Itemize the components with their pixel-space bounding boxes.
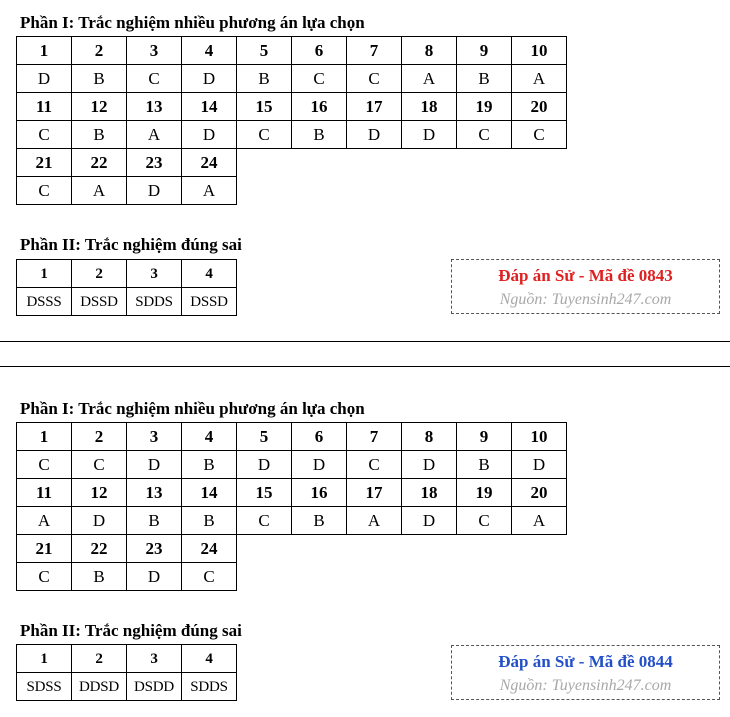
question-number-cell: 20 xyxy=(512,93,567,121)
question-number-cell: 14 xyxy=(182,93,237,121)
answer-cell: C xyxy=(292,65,347,93)
question-number-cell: 17 xyxy=(347,479,402,507)
answer-cell: D xyxy=(17,65,72,93)
answer-row xyxy=(17,288,237,316)
answer-cell: A xyxy=(72,177,127,205)
question-number-cell: 18 xyxy=(402,93,457,121)
question-number-cell: 24 xyxy=(182,149,237,177)
question-number-cell: 2 xyxy=(72,37,127,65)
answer-cell: A xyxy=(402,65,457,93)
question-number-cell: 15 xyxy=(237,479,292,507)
question-number-cell: 5 xyxy=(237,37,292,65)
part1-answer-table xyxy=(16,422,567,591)
question-number-row xyxy=(17,645,237,673)
badge-source: Nguồn: Tuyensinh247.com xyxy=(499,677,672,694)
part1-answer-table xyxy=(16,36,567,205)
part2-answer-table xyxy=(16,259,237,316)
answer-cell: D xyxy=(512,451,567,479)
question-number-row xyxy=(17,479,567,507)
answer-cell: D xyxy=(182,65,237,93)
question-number-cell: 3 xyxy=(127,260,182,288)
divider-line xyxy=(0,366,730,367)
answer-cell: C xyxy=(17,451,72,479)
question-number-cell: 4 xyxy=(182,260,237,288)
question-number-cell: 2 xyxy=(72,260,127,288)
answer-cell: C xyxy=(17,177,72,205)
question-number-cell: 8 xyxy=(402,37,457,65)
question-number-cell: 4 xyxy=(182,645,237,673)
question-number-cell: 3 xyxy=(127,423,182,451)
answer-cell: A xyxy=(17,507,72,535)
answer-cell: A xyxy=(127,121,182,149)
answer-cell: B xyxy=(292,507,347,535)
question-number-cell: 6 xyxy=(292,37,347,65)
answer-cell: SDDS xyxy=(182,673,237,701)
question-number-cell: 1 xyxy=(17,645,72,673)
answer-cell: B xyxy=(72,121,127,149)
question-number-cell: 22 xyxy=(72,149,127,177)
answer-cell: DSDD xyxy=(127,673,182,701)
answer-cell: B xyxy=(72,65,127,93)
answer-cell: D xyxy=(182,121,237,149)
question-number-cell: 4 xyxy=(182,37,237,65)
badge-title: Đáp án Sử - Mã đề 0843 xyxy=(498,266,673,285)
answer-cell: B xyxy=(127,507,182,535)
answer-cell: C xyxy=(512,121,567,149)
question-number-cell: 22 xyxy=(72,535,127,563)
part2-title: Phần II: Trắc nghiệm đúng sai xyxy=(20,621,242,640)
answer-cell: C xyxy=(237,121,292,149)
question-number-row xyxy=(17,535,567,563)
answer-cell: B xyxy=(292,121,347,149)
question-number-cell: 8 xyxy=(402,423,457,451)
question-number-cell: 5 xyxy=(237,423,292,451)
answer-cell: C xyxy=(347,65,402,93)
answer-cell: C xyxy=(347,451,402,479)
answer-key-badge xyxy=(451,645,720,700)
answer-cell: A xyxy=(347,507,402,535)
answer-cell: A xyxy=(512,507,567,535)
answer-key-badge xyxy=(451,259,720,314)
answer-cell: D xyxy=(402,507,457,535)
part1-title: Phần I: Trắc nghiệm nhiều phương án lựa chọn xyxy=(20,399,365,418)
answer-cell: C xyxy=(72,451,127,479)
question-number-cell: 19 xyxy=(457,479,512,507)
question-number-cell: 13 xyxy=(127,93,182,121)
question-number-cell: 15 xyxy=(237,93,292,121)
question-number-cell: 14 xyxy=(182,479,237,507)
question-number-row xyxy=(17,260,237,288)
question-number-cell: 17 xyxy=(347,93,402,121)
question-number-cell: 12 xyxy=(72,479,127,507)
answer-cell: D xyxy=(127,177,182,205)
question-number-row xyxy=(17,149,567,177)
answer-cell: D xyxy=(72,507,127,535)
question-number-cell: 2 xyxy=(72,423,127,451)
question-number-cell: 7 xyxy=(347,37,402,65)
answer-cell: D xyxy=(237,451,292,479)
question-number-cell: 20 xyxy=(512,479,567,507)
answer-cell: DSSS xyxy=(17,288,72,316)
answer-cell: C xyxy=(237,507,292,535)
answer-cell: B xyxy=(182,507,237,535)
question-number-cell: 11 xyxy=(17,479,72,507)
question-number-cell: 9 xyxy=(457,423,512,451)
answer-cell: SDSS xyxy=(17,673,72,701)
divider-line xyxy=(0,341,730,342)
answer-cell: SDDS xyxy=(127,288,182,316)
answer-cell: B xyxy=(457,451,512,479)
answer-row xyxy=(17,121,567,149)
answer-cell: C xyxy=(182,563,237,591)
question-number-row xyxy=(17,423,567,451)
answer-cell: DSSD xyxy=(182,288,237,316)
answer-row xyxy=(17,177,567,205)
answer-cell: C xyxy=(17,121,72,149)
badge-title: Đáp án Sử - Mã đề 0844 xyxy=(498,652,673,671)
question-number-row xyxy=(17,37,567,65)
answer-cell: D xyxy=(127,451,182,479)
answer-row xyxy=(17,507,567,535)
question-number-cell: 10 xyxy=(512,423,567,451)
answer-cell: DDSD xyxy=(72,673,127,701)
question-number-cell: 9 xyxy=(457,37,512,65)
answer-cell: D xyxy=(347,121,402,149)
answer-cell: B xyxy=(182,451,237,479)
question-number-cell: 1 xyxy=(17,37,72,65)
question-number-cell: 6 xyxy=(292,423,347,451)
answer-cell: B xyxy=(237,65,292,93)
answer-cell: C xyxy=(17,563,72,591)
answer-cell: C xyxy=(457,121,512,149)
question-number-cell: 7 xyxy=(347,423,402,451)
question-number-cell: 3 xyxy=(127,645,182,673)
question-number-cell: 21 xyxy=(17,535,72,563)
question-number-cell: 11 xyxy=(17,93,72,121)
question-number-cell: 23 xyxy=(127,535,182,563)
answer-cell: C xyxy=(457,507,512,535)
answer-cell: A xyxy=(182,177,237,205)
question-number-cell: 1 xyxy=(17,423,72,451)
question-number-cell: 3 xyxy=(127,37,182,65)
part2-answer-table xyxy=(16,644,237,701)
question-number-cell: 24 xyxy=(182,535,237,563)
answer-cell: B xyxy=(457,65,512,93)
question-number-cell: 19 xyxy=(457,93,512,121)
answer-cell: DSSD xyxy=(72,288,127,316)
answer-row xyxy=(17,673,237,701)
answer-cell: D xyxy=(402,451,457,479)
answer-row xyxy=(17,65,567,93)
question-number-cell: 2 xyxy=(72,645,127,673)
part2-title: Phần II: Trắc nghiệm đúng sai xyxy=(20,235,242,254)
question-number-cell: 16 xyxy=(292,479,347,507)
answer-row xyxy=(17,563,567,591)
answer-cell: C xyxy=(127,65,182,93)
question-number-cell: 10 xyxy=(512,37,567,65)
question-number-cell: 1 xyxy=(17,260,72,288)
question-number-cell: 12 xyxy=(72,93,127,121)
question-number-row xyxy=(17,93,567,121)
question-number-cell: 4 xyxy=(182,423,237,451)
question-number-cell: 21 xyxy=(17,149,72,177)
answer-cell: A xyxy=(512,65,567,93)
part1-title: Phần I: Trắc nghiệm nhiều phương án lựa chọn xyxy=(20,13,365,32)
answer-cell: D xyxy=(292,451,347,479)
question-number-cell: 13 xyxy=(127,479,182,507)
answer-row xyxy=(17,451,567,479)
question-number-cell: 18 xyxy=(402,479,457,507)
badge-source: Nguồn: Tuyensinh247.com xyxy=(499,291,672,308)
answer-cell: D xyxy=(127,563,182,591)
answer-cell: B xyxy=(72,563,127,591)
question-number-cell: 16 xyxy=(292,93,347,121)
answer-cell: D xyxy=(402,121,457,149)
question-number-cell: 23 xyxy=(127,149,182,177)
